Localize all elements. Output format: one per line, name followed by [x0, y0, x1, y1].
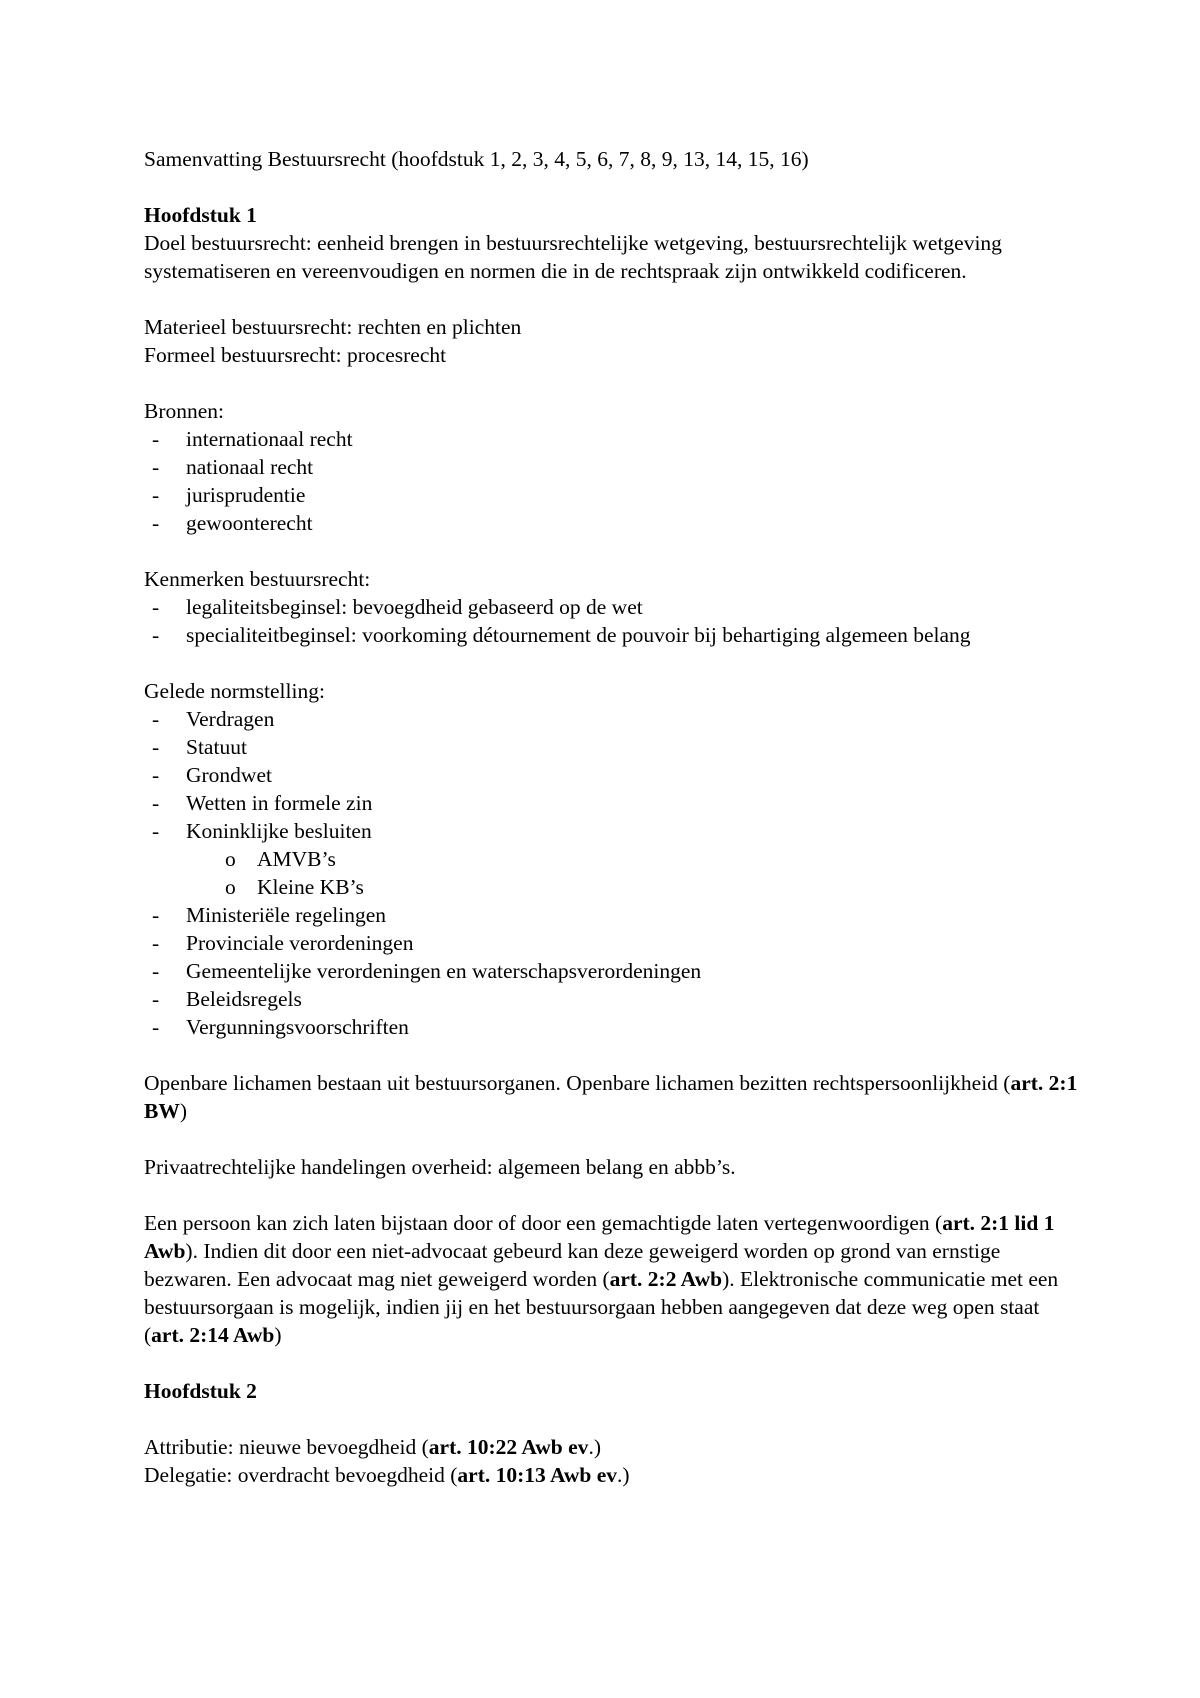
text-run: Een persoon kan zich laten bijstaan door of door een gemachtigde laten vertegenwoordigen (	[144, 1211, 943, 1235]
list-item	[144, 621, 1084, 649]
chapter-2-heading: Hoofdstuk 2	[144, 1379, 257, 1403]
list-item	[144, 789, 1084, 817]
article-reference: art. 10:22 Awb ev	[428, 1435, 589, 1459]
bronnen-label: Bronnen:	[144, 399, 225, 423]
list-item-text: Beleidsregels	[186, 987, 302, 1011]
chapter-1-heading: Hoofdstuk 1	[144, 203, 257, 227]
list-item-text: gewoonterecht	[186, 511, 313, 535]
dash-bullet: -	[152, 763, 160, 787]
list-item-text: Verdragen	[186, 707, 275, 731]
dash-bullet: -	[152, 595, 160, 619]
text-run: ). Indien dit door een niet-advocaat gebeurd kan deze geweigerd worden op grond van ernstige bezwaren. Een advocaat mag niet geweigerd worden (	[144, 1239, 1001, 1291]
dash-bullet: -	[152, 931, 160, 955]
list-item	[144, 985, 1084, 1013]
dash-bullet: -	[152, 791, 160, 815]
text-run: Openbare lichamen bestaan uit bestuursorganen. Openbare lichamen bezitten rechtspersoonlijkheid (	[144, 1071, 1011, 1095]
list-item-text: nationaal recht	[186, 455, 314, 479]
dash-bullet: -	[152, 1015, 160, 1039]
dash-bullet: -	[152, 427, 160, 451]
list-item-text: specialiteitbeginsel: voorkoming détournement de pouvoir bij behartiging algemeen belang	[186, 623, 971, 647]
document-title: Samenvatting Bestuursrecht (hoofdstuk 1, 2, 3, 4, 5, 6, 7, 8, 9, 13, 14, 15, 16)	[144, 147, 809, 171]
list-item	[144, 425, 1084, 453]
list-item-text: Ministeriële regelingen	[186, 903, 386, 927]
list-item	[144, 509, 1084, 537]
list-item-text: Koninklijke besluiten	[186, 819, 372, 843]
list-item	[144, 453, 1084, 481]
bronnen-list	[144, 425, 1084, 537]
dash-bullet: -	[152, 455, 160, 479]
dash-bullet: -	[152, 707, 160, 731]
sub-list-item	[225, 873, 1084, 901]
list-item	[144, 957, 1084, 985]
article-reference: art. 2:1 lid 1 Awb	[144, 1211, 1055, 1263]
list-item	[144, 481, 1084, 509]
text-run: Delegatie: overdracht bevoegdheid (	[144, 1463, 458, 1487]
list-item	[144, 593, 1084, 621]
article-reference: art. 2:14 Awb	[151, 1323, 275, 1347]
text-run: .)	[617, 1463, 630, 1487]
list-item-text: legaliteitsbeginsel: bevoegdheid gebaseerd op de wet	[186, 595, 643, 619]
text-run: Attributie: nieuwe bevoegdheid (	[144, 1435, 429, 1459]
openbare-paragraph	[144, 1069, 1084, 1125]
list-item	[144, 733, 1084, 761]
sub-list-item	[225, 845, 1084, 873]
article-reference: art. 10:13 Awb ev	[457, 1463, 618, 1487]
list-item-text: Provinciale verordeningen	[186, 931, 414, 955]
list-item	[144, 817, 1084, 901]
text-run: ). Elektronische communicatie met een bestuursorgaan is mogelijk, indien jij en het bestuursorgaan hebben aangegeven dat deze weg open staat (	[144, 1267, 1059, 1347]
attributie-line	[144, 1433, 1084, 1461]
list-item	[144, 929, 1084, 957]
list-item-text: Kleine KB’s	[257, 875, 364, 899]
doel-paragraph: Doel bestuursrecht: eenheid brengen in bestuursrechtelijke wetgeving, bestuursrechtelijk wetgeving systematiseren en vereenvoudigen en normen die in de rechtspraak zijn ontwikkeld codificeren.	[144, 231, 1002, 283]
text-run: .)	[588, 1435, 601, 1459]
sub-list	[186, 845, 1084, 901]
kenmerken-label: Kenmerken bestuursrecht:	[144, 567, 371, 591]
list-item-text: Gemeentelijke verordeningen en waterschapsverordeningen	[186, 959, 702, 983]
dash-bullet: -	[152, 735, 160, 759]
list-item-text: AMVB’s	[257, 847, 336, 871]
document-page	[144, 145, 1084, 1489]
dash-bullet: -	[152, 623, 160, 647]
article-reference: art. 2:1 BW	[144, 1071, 1078, 1123]
dash-bullet: -	[152, 903, 160, 927]
list-item	[144, 1013, 1084, 1041]
text-run: )	[179, 1099, 188, 1123]
gelede-list	[144, 705, 1084, 1041]
text-run: )	[274, 1323, 282, 1347]
list-item-text: internationaal recht	[186, 427, 353, 451]
dash-bullet: -	[152, 511, 160, 535]
list-item	[144, 901, 1084, 929]
list-item	[144, 705, 1084, 733]
kenmerken-list	[144, 593, 1084, 649]
materieel-line: Materieel bestuursrecht: rechten en plichten	[144, 315, 522, 339]
list-item-text: Vergunningsvoorschriften	[186, 1015, 409, 1039]
persoon-paragraph	[144, 1209, 1084, 1349]
dash-bullet: -	[152, 987, 160, 1011]
circle-bullet: o	[225, 875, 236, 899]
article-reference: art. 2:2 Awb	[609, 1267, 723, 1291]
dash-bullet: -	[152, 959, 160, 983]
list-item	[144, 761, 1084, 789]
list-item-text: Wetten in formele zin	[186, 791, 373, 815]
formeel-line: Formeel bestuursrecht: procesrecht	[144, 343, 447, 367]
dash-bullet: -	[152, 483, 160, 507]
privaat-paragraph: Privaatrechtelijke handelingen overheid: algemeen belang en abbb’s.	[144, 1155, 736, 1179]
list-item-text: Grondwet	[186, 763, 272, 787]
dash-bullet: -	[152, 819, 160, 843]
gelede-label: Gelede normstelling:	[144, 679, 325, 703]
list-item-text: jurisprudentie	[186, 483, 306, 507]
list-item-text: Statuut	[186, 735, 247, 759]
circle-bullet: o	[225, 847, 236, 871]
delegatie-line	[144, 1461, 1084, 1489]
